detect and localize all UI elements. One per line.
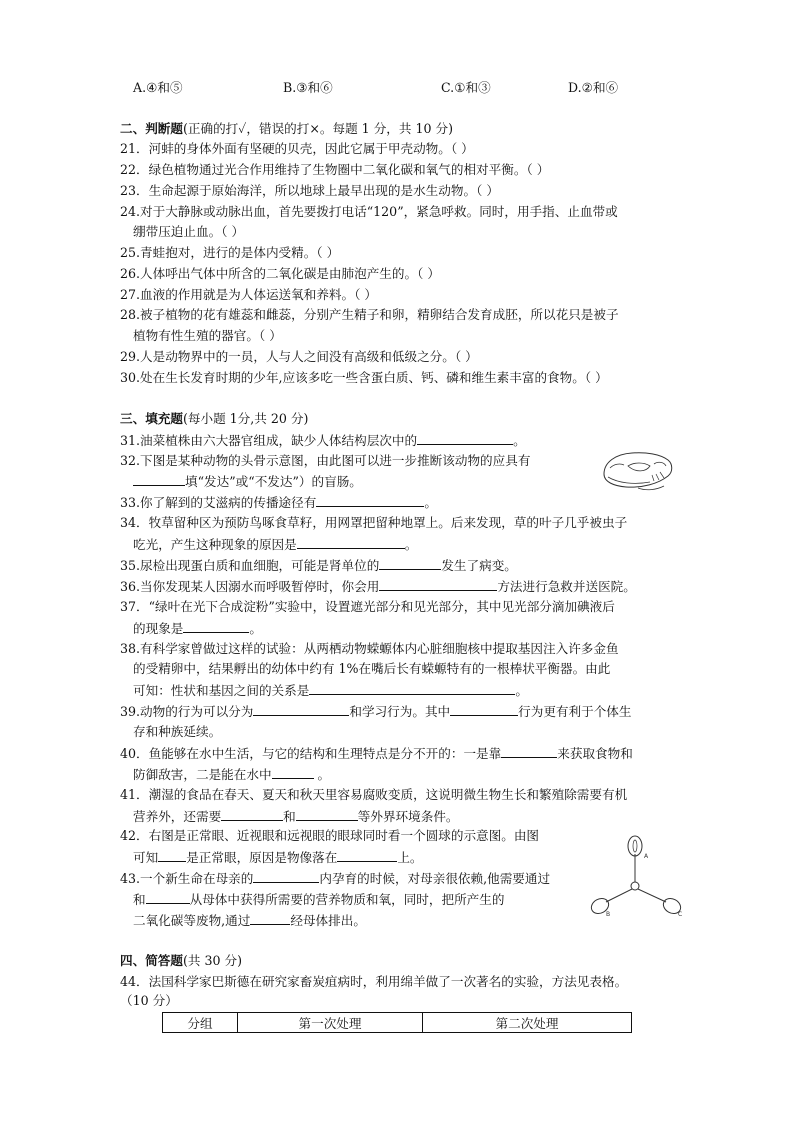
table-header-group: 分组 — [163, 1013, 238, 1033]
question-27: 27.血液的作用就是为人体运送氧和养料。（ ） — [120, 287, 378, 302]
question-37-cont: 的现象是 。 — [133, 621, 262, 636]
question-43: 43.一个新生命在母亲的 内孕育的时候，对母亲很依赖,他需要通过 — [120, 871, 551, 886]
question-41-cont: 营养外，还需要 和 等外界环境条件。 — [133, 809, 459, 824]
question-43-cont: 和 从母体中获得所需要的营养物质和氧，同时，把所产生的 — [133, 892, 505, 907]
question-30: 30.处在生长发育时期的少年,应该多吃一些含蛋白质、钙、磷和维生素丰富的食物。（ ） — [120, 370, 608, 385]
section4-heading — [120, 953, 242, 969]
answer-blank[interactable] — [337, 849, 397, 862]
section2-title: 二、判断题 — [120, 121, 183, 136]
answer-blank[interactable] — [183, 620, 249, 633]
answer-blank[interactable] — [253, 703, 349, 716]
option-a: A.④和⑤ — [133, 80, 183, 95]
answer-blank[interactable] — [221, 808, 283, 821]
question-29: 29.人是动物界中的一员，人与人之间没有高级和低级之分。（ ） — [120, 349, 478, 364]
section3-note: (每小题 1分,共 20 分) — [182, 411, 309, 426]
question-43-cont2: 二氧化碳等废物,通过 经母体排出。 — [133, 913, 366, 928]
question-24: 24.对于大静脉或动脉出血，首先要拨打电话“120”，紧急呼救。同时，用手指、止血带或 — [120, 204, 618, 219]
answer-blank[interactable] — [316, 494, 424, 507]
question-21: 21．河蚌的身体外面有坚硬的贝壳，因此它属于甲壳动物。（ ） — [120, 141, 474, 156]
question-40: 40．鱼能够在水中生活，与它的结构和生理特点是分不开的：一是靠 来获取食物和 — [120, 746, 633, 761]
answer-blank[interactable] — [297, 536, 405, 549]
answer-blank[interactable] — [379, 578, 497, 591]
question-41: 41．潮湿的食品在春天、夏天和秋天里容易腐败变质，这说明微生物生长和繁殖除需要有机 — [120, 787, 628, 802]
section2-heading — [120, 121, 453, 137]
answer-blank[interactable] — [379, 557, 441, 570]
table-header-row — [163, 1013, 632, 1033]
section3-heading — [120, 411, 308, 427]
table-header-second: 第二次处理 — [423, 1013, 632, 1033]
question-33: 33.你了解到的艾滋病的传播途径有 。 — [120, 495, 437, 510]
answer-blank[interactable] — [296, 808, 358, 821]
answer-blank[interactable] — [158, 849, 186, 862]
question-36: 36.当你发现某人因溺水而呼吸暂停时，你会用 方法进行急救并送医院。 — [120, 579, 636, 594]
answer-blank[interactable] — [501, 745, 557, 758]
question-32-cont: 填“发达”或“不发达”）的盲肠。 — [133, 473, 362, 490]
question-28-cont: 植物有性生殖的器官。（ ） — [133, 328, 282, 343]
option-b: B.③和⑥ — [283, 80, 333, 95]
question-38-cont2: 可知：性状和基因之间的关系是 。 — [133, 683, 528, 698]
question-38-cont: 的受精卵中，结果孵出的幼体中约有 1%在嘴后长有蝾螈特有的一根棒状平衡器。由此 — [133, 661, 611, 676]
answer-blank[interactable] — [146, 891, 190, 904]
question-37: 37．“绿叶在光下合成淀粉”实验中，设置遮光部分和见光部分，其中见光部分滴加碘液后 — [120, 599, 615, 614]
question-42: 42．右图是正常眼、近视眼和远视眼的眼球同时看一个圆球的示意图。由图 — [120, 828, 540, 843]
section4-title: 四、简答题 — [120, 953, 183, 968]
answer-blank[interactable] — [450, 703, 518, 716]
question-42-cont: 可知 是正常眼，原因是物像落在 上。 — [133, 850, 423, 865]
question-44: 44．法国科学家巴斯德在研究家畜炭疽病时，利用绵羊做了一次著名的实验，方法见表格。 — [120, 974, 628, 989]
answer-blank[interactable] — [272, 766, 314, 779]
option-d: D.②和⑥ — [568, 80, 619, 95]
answer-blank[interactable] — [250, 912, 290, 925]
question-22: 22．绿色植物通过光合作用维持了生物圈中二氧化碳和氧气的相对平衡。（ ） — [120, 162, 550, 177]
option-c: C.①和③ — [441, 80, 491, 95]
question-31: 31.油菜植株由六大器官组成，缺少人体结构层次中的 。 — [120, 433, 526, 448]
question-26: 26.人体呼出气体中所含的二氧化碳是由肺泡产生的。（ ） — [120, 266, 440, 281]
eye-label-c: C — [678, 911, 683, 918]
question-28: 28.被子植物的花有雄蕊和雌蕊，分别产生精子和卵，精卵结合发育成胚，所以花只是被子 — [120, 307, 619, 322]
question-24-cont: 绷带压迫止血。（ ） — [133, 224, 245, 239]
skull-figure — [598, 444, 676, 496]
answer-blank[interactable] — [133, 473, 185, 486]
experiment-table — [162, 1012, 632, 1033]
question-39: 39.动物的行为可以分为 和学习行为。其中 行为更有利于个体生 — [120, 704, 632, 719]
section2-note: (正确的打✓，错误的打×。每题 1 分，共 10 分) — [182, 121, 454, 136]
answer-blank[interactable] — [417, 432, 513, 445]
question-40-cont: 防御敌害，二是能在水中 。 — [133, 767, 331, 782]
question-35: 35.尿检出现蛋白质和血细胞，可能是肾单位的 发生了病变。 — [120, 558, 517, 573]
section4-note: (共 30 分) — [182, 953, 243, 968]
eye-label-b: B — [606, 911, 611, 918]
table-header-first: 第一次处理 — [238, 1013, 423, 1033]
question-38: 38.有科学家曾做过这样的试验：从两栖动物蝾螈体内心脏细胞核中提取基因注入许多金鱼 — [120, 641, 619, 656]
question-39-cont: 存和种族延续。 — [133, 724, 222, 739]
answer-blank[interactable] — [309, 682, 515, 695]
question-34-cont: 吃光，产生这种现象的原因是 。 — [133, 537, 418, 552]
question-23: 23．生命起源于原始海洋，所以地球上最早出现的是水生动物。（ ） — [120, 183, 499, 198]
question-25: 25.青蛙抱对，进行的是体内受精。（ ） — [120, 245, 340, 260]
answer-blank[interactable] — [253, 870, 319, 883]
question-44-points: （10 分） — [120, 993, 178, 1008]
question-34: 34．牧草留种区为预防鸟啄食草籽，用网罩把留种地罩上。后来发现，草的叶子几乎被虫子 — [120, 515, 628, 530]
eye-diagram-figure — [590, 832, 688, 918]
section3-title: 三、填充题 — [120, 411, 183, 426]
eye-label-a: A — [644, 853, 649, 860]
question-32: 32.下图是某种动物的头骨示意图，由此图可以进一步推断该动物的应具有 — [120, 453, 531, 468]
